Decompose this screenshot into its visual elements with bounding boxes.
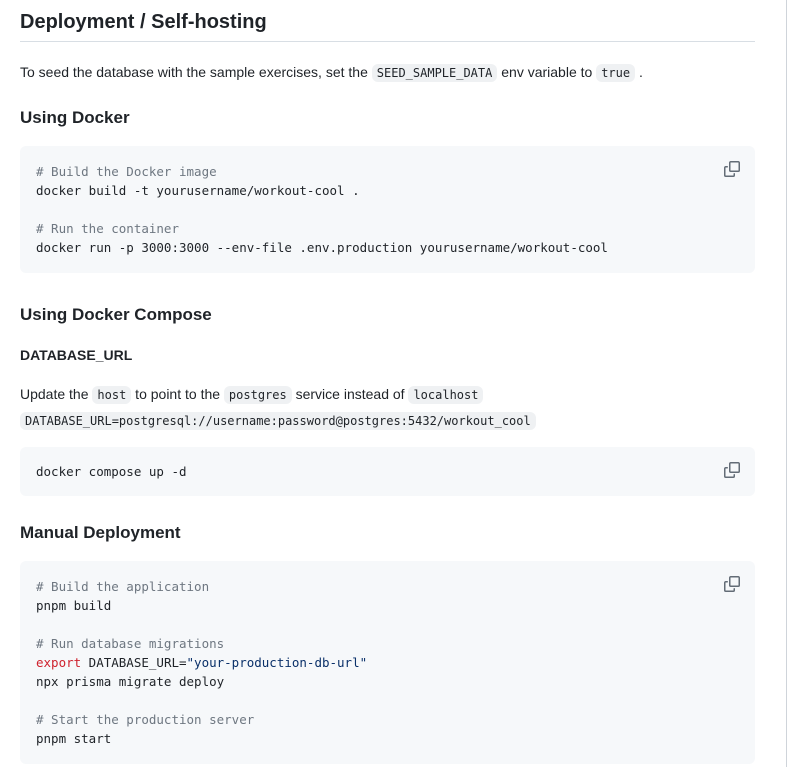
section-heading-using-docker: Using Docker (20, 108, 130, 127)
inline-code-localhost: localhost (408, 386, 483, 404)
copy-icon (724, 161, 740, 177)
code-line (36, 634, 739, 653)
page-right-border (786, 0, 787, 767)
code-line (36, 238, 739, 257)
code-line (36, 462, 739, 481)
code-line (36, 162, 739, 181)
code-keyword: export (36, 655, 82, 670)
sub-heading-database-url: DATABASE_URL (20, 347, 133, 363)
intro-text-2: env variable to (497, 64, 597, 80)
copy-icon (724, 462, 740, 478)
section-heading-using-docker-compose: Using Docker Compose (20, 305, 212, 324)
code-line (36, 219, 739, 238)
update-text-1: Update the (20, 386, 93, 402)
update-host-paragraph (20, 384, 755, 406)
code-content (36, 577, 739, 748)
code-block-manual (20, 561, 755, 764)
code-line (36, 729, 739, 748)
code-text: docker run -p 3000:3000 --env-file .env.production yourusername/workout-cool (36, 240, 608, 255)
code-line-blank (36, 691, 739, 710)
inline-code-database-url: DATABASE_URL=postgresql://username:password@postgres:5432/workout_cool (20, 412, 536, 430)
code-block-docker (20, 146, 755, 273)
readme-content (20, 10, 755, 764)
code-text: npx prisma migrate deploy (36, 674, 225, 689)
code-text: DATABASE_URL= (81, 655, 187, 670)
code-line (36, 577, 739, 596)
copy-button[interactable] (719, 571, 745, 597)
copy-icon (724, 576, 740, 592)
code-line-blank (36, 615, 739, 634)
update-text-3: service instead of (291, 386, 409, 402)
copy-button[interactable] (719, 156, 745, 182)
update-text-2: to point to the (131, 386, 224, 402)
code-line-export (36, 653, 739, 672)
intro-paragraph (20, 62, 755, 84)
code-text: pnpm build (36, 598, 112, 613)
code-line (36, 710, 739, 729)
code-content (36, 162, 739, 257)
inline-code-seed-sample-data: SEED_SAMPLE_DATA (372, 64, 498, 82)
code-text: pnpm start (36, 731, 112, 746)
database-url-paragraph (20, 409, 755, 432)
code-comment: # Build the application (36, 579, 210, 594)
intro-text-1: To seed the database with the sample exercises, set the (20, 64, 372, 80)
inline-code-host: host (92, 386, 131, 404)
code-block-docker-compose (20, 447, 755, 496)
code-text: docker compose up -d (36, 464, 187, 479)
code-comment: # Run database migrations (36, 636, 225, 651)
code-comment: # Build the Docker image (36, 164, 217, 179)
code-comment: # Start the production server (36, 712, 255, 727)
code-line (36, 596, 739, 615)
intro-text-3: . (635, 64, 643, 80)
copy-button[interactable] (719, 457, 745, 483)
code-line-blank (36, 200, 739, 219)
page-title: Deployment / Self-hosting (20, 10, 755, 42)
section-heading-manual-deployment: Manual Deployment (20, 523, 181, 542)
inline-code-postgres: postgres (224, 386, 292, 404)
code-comment: # Run the container (36, 221, 179, 236)
code-content (36, 462, 739, 481)
code-line (36, 181, 739, 200)
code-string: "your-production-db-url" (186, 655, 368, 670)
code-text: docker build -t yourusername/workout-cool . (36, 183, 360, 198)
inline-code-true: true (596, 64, 635, 82)
code-line (36, 672, 739, 691)
